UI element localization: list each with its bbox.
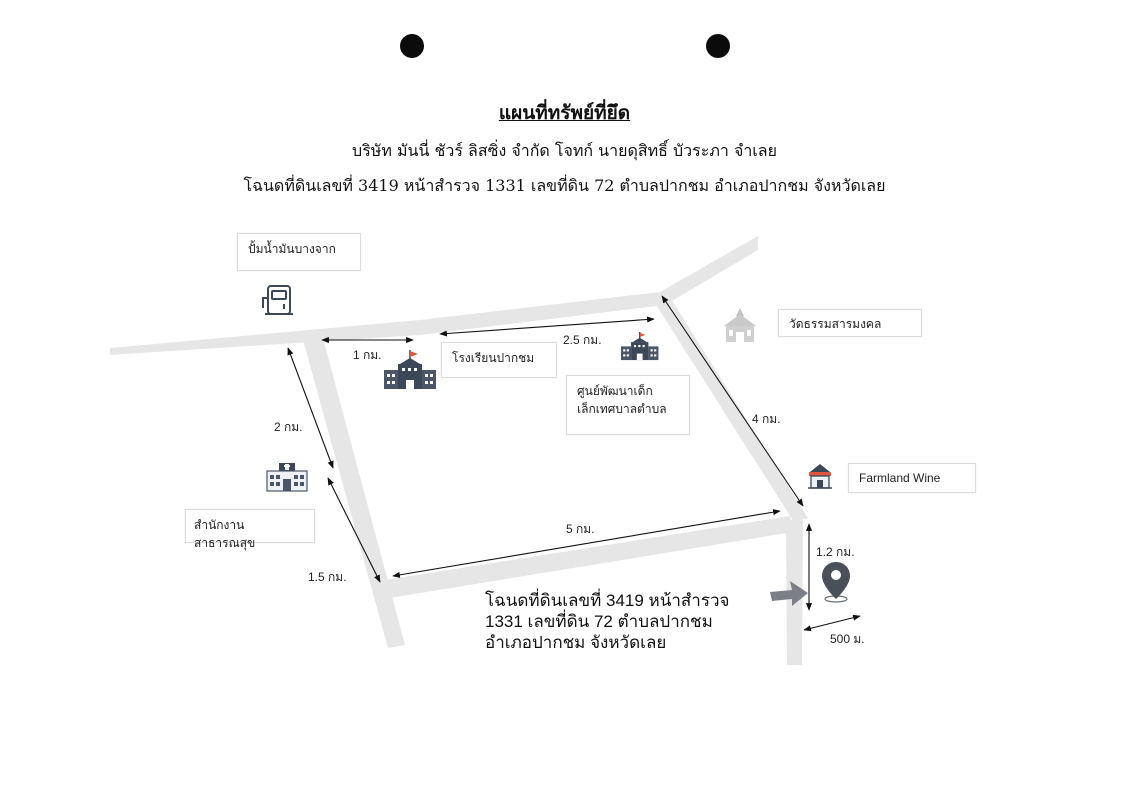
winery-name: Farmland Wine: [859, 471, 941, 485]
property-line2: 1331 เลขที่ดิน 72 ตำบลปากชม: [485, 612, 713, 631]
property-deed-label: [485, 590, 785, 653]
school-name: โรงเรียนปากชม: [452, 351, 535, 365]
distance-arrow: [804, 616, 860, 630]
gas-station-label: [237, 233, 361, 271]
temple-icon: [724, 308, 756, 342]
school-building-icon: [384, 350, 436, 389]
child-center-name-line1: ศูนย์พัฒนาเด็ก: [577, 384, 653, 398]
distance-label: 1.2 กม.: [816, 545, 855, 559]
main-highway: [110, 236, 758, 355]
school-label: [441, 342, 557, 378]
deed-details: โฉนดที่ดินเลขที่ 3419 หน้าสำรวจ 1331 เลขที่ดิน 72 ตำบลปากชม อำเภอปากชม จังหวัดเลย: [243, 176, 886, 195]
shop-icon: [808, 464, 832, 488]
location-pin-icon: [822, 562, 850, 602]
distance-label: 5 กม.: [566, 522, 595, 536]
distance-label: 2 กม.: [274, 420, 303, 434]
map-title: แผนที่ทรัพย์ที่ยึด: [498, 102, 631, 124]
child-center-label: [566, 375, 690, 435]
distance-label: 1 กม.: [353, 348, 382, 362]
school-building-icon: [621, 332, 658, 360]
winery-label: [848, 463, 976, 493]
property-line1: โฉนดที่ดินเลขที่ 3419 หน้าสำรวจ: [485, 591, 730, 610]
hospital-icon: [267, 463, 307, 491]
distance-label: 2.5 กม.: [563, 333, 602, 347]
case-parties: บริษัท มันนี่ ชัวร์ ลิสซิ่ง จำกัด โจทก์ นายดุสิทธิ์ บัวระภา จำเลย: [352, 141, 777, 160]
distance-label: 500 ม.: [830, 632, 865, 646]
gas-pump-icon: [263, 286, 293, 314]
temple-label: [778, 309, 922, 337]
distance-label: 1.5 กม.: [308, 570, 347, 584]
distance-label: 4 กม.: [752, 412, 781, 426]
child-center-name-line2: เล็กเทศบาลตำบล: [577, 402, 667, 416]
health-office-label: [185, 509, 315, 550]
gas-station-name: ปั้มน้ำมันบางจาก: [248, 242, 336, 256]
property-line3: อำเภอปากชม จังหวัดเลย: [485, 633, 667, 652]
temple-name: วัดธรรมสารมงคล: [789, 317, 882, 331]
health-office-name: สำนักงานสาธารณสุข: [194, 518, 256, 550]
